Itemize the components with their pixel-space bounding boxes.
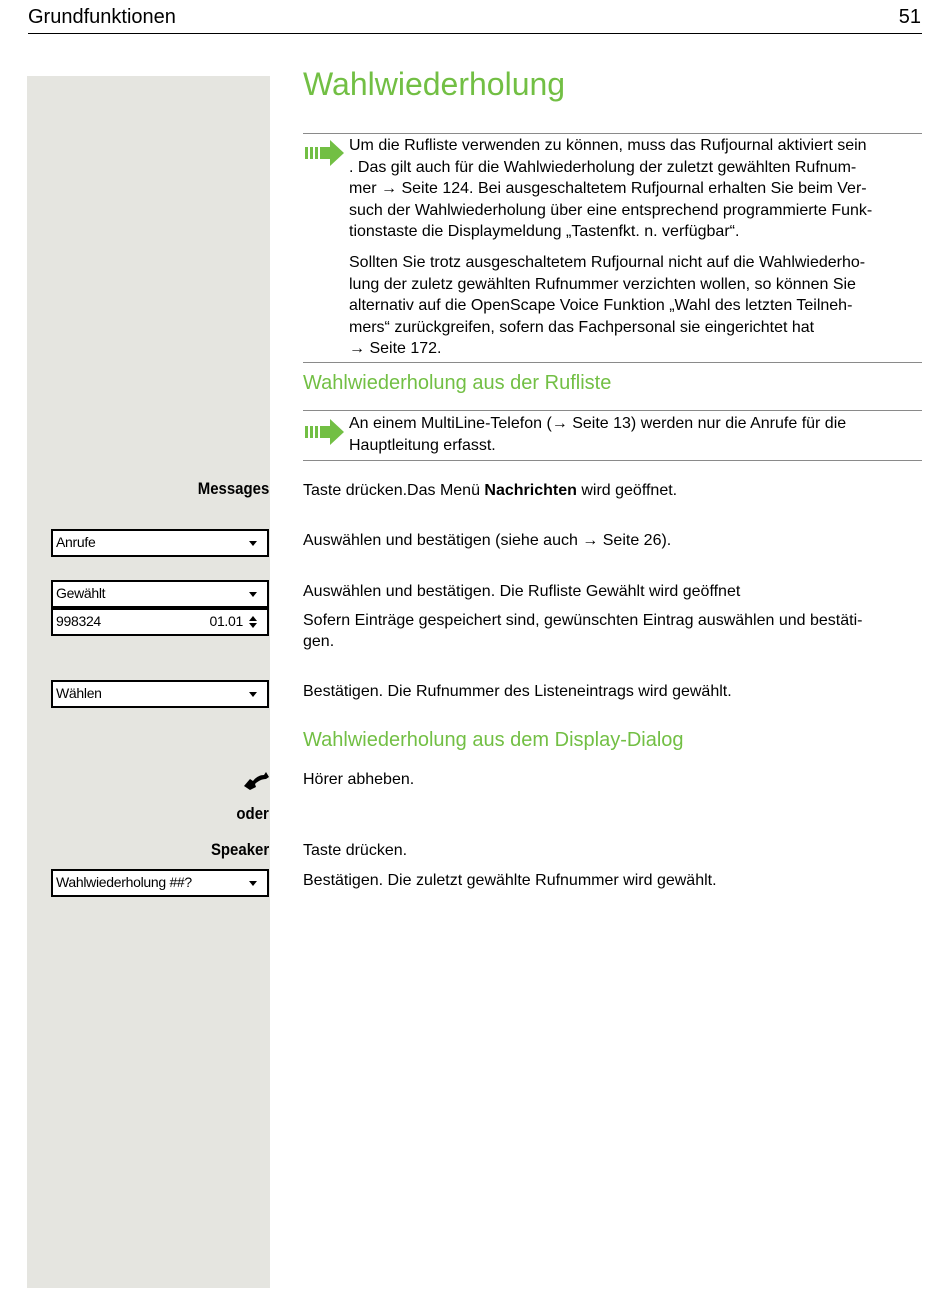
dropdown-arrow-icon: [249, 881, 257, 886]
dropdown-arrow-icon: [249, 592, 257, 597]
header-rule: [28, 33, 922, 34]
scroll-up-icon: [249, 616, 257, 621]
note-line: such der Wahlwiederholung über eine entsprechend programmierte Funk-: [349, 201, 873, 219]
note-paragraph-2: [349, 252, 924, 360]
note-line: mer → Seite 124. Bei ausgeschaltetem Rufjournal erhalten Sie beim Ver-: [349, 180, 867, 197]
display-option-label: Wählen: [56, 685, 102, 701]
step-speaker: Taste drücken.: [303, 842, 408, 859]
display-list-entry[interactable]: [51, 608, 269, 636]
note-line: . Das gilt auch für die Wahlwiederholung der zuletzt gewählten Rufnum-: [349, 158, 857, 176]
note-arrow-icon: [304, 418, 346, 446]
header-title: Grundfunktionen: [28, 6, 176, 28]
note-bottom-rule: [303, 362, 922, 363]
note-line: tionstaste die Displaymeldung „Tastenfkt. n. verfügbar“.: [349, 223, 740, 240]
note-line: lung der zuletz gewählten Rufnummer verzichten wollen, so können Sie: [349, 275, 856, 293]
handset-icon: [242, 769, 270, 791]
entry-date: 01.01: [209, 613, 243, 629]
step-messages: Taste drücken.Das Menü Nachrichten wird geöffnet.: [303, 482, 678, 499]
speaker-key-label[interactable]: Speaker: [210, 840, 269, 859]
display-option-label: Gewählt: [56, 585, 106, 601]
note-line: Hauptleitung erfasst.: [349, 436, 496, 454]
subsection-title-rufliste: Wahlwiederholung aus der Rufliste: [303, 372, 612, 394]
step-wahlwiederholung: Bestätigen. Die zuletzt gewählte Rufnummer wird gewählt.: [303, 872, 717, 889]
note-paragraph-1: [349, 135, 924, 243]
note-line: mers“ zurückgreifen, sofern das Fachpersonal sie eingerichtet hat: [349, 318, 815, 336]
step-handset: Hörer abheben.: [303, 771, 415, 788]
display-option-wahlwiederholung[interactable]: [51, 869, 269, 897]
step-waehlen: Bestätigen. Die Rufnummer des Listeneintrags wird gewählt.: [303, 683, 732, 700]
note-line: Um die Rufliste verwenden zu können, muss das Rufjournal aktiviert sein: [349, 137, 867, 154]
note-line: → Seite 172.: [349, 340, 442, 357]
step-gewaehlt: Auswählen und bestätigen. Die Rufliste Gewählt wird geöffnet: [303, 583, 741, 600]
dropdown-arrow-icon: [249, 692, 257, 697]
oder-label: oder: [236, 804, 269, 823]
section-title: Wahlwiederholung: [303, 66, 566, 102]
note-top-rule: [303, 133, 922, 134]
display-option-anrufe[interactable]: [51, 529, 269, 557]
note-bottom-rule: [303, 460, 922, 461]
step-anrufe: Auswählen und bestätigen (siehe auch → Seite 26).: [303, 532, 672, 549]
display-option-waehlen[interactable]: [51, 680, 269, 708]
scroll-down-icon: [249, 623, 257, 628]
entry-number: 998324: [56, 613, 101, 629]
display-option-label: Anrufe: [56, 534, 96, 550]
note-line: An einem MultiLine-Telefon (→ Seite 13) werden nur die Anrufe für die: [349, 415, 847, 432]
display-option-gewaehlt[interactable]: [51, 580, 269, 608]
note-multiline: [349, 413, 924, 456]
note-top-rule: [303, 410, 922, 411]
messages-key-label[interactable]: Messages: [197, 479, 269, 498]
subsection-title-display-dialog: Wahlwiederholung aus dem Display-Dialog: [303, 729, 684, 751]
display-option-label: Wahlwiederholung ##?: [56, 874, 192, 890]
dropdown-arrow-icon: [249, 541, 257, 546]
page-number: 51: [898, 6, 921, 28]
note-line: Sollten Sie trotz ausgeschaltetem Rufjournal nicht auf die Wahlwiederho-: [349, 254, 866, 271]
step-entry: Sofern Einträge gespeichert sind, gewünschten Eintrag auswählen und bestäti- gen.: [303, 612, 863, 650]
note-arrow-icon: [304, 139, 346, 167]
note-line: alternativ auf die OpenScape Voice Funktion „Wahl des letzten Teilneh-: [349, 297, 853, 314]
